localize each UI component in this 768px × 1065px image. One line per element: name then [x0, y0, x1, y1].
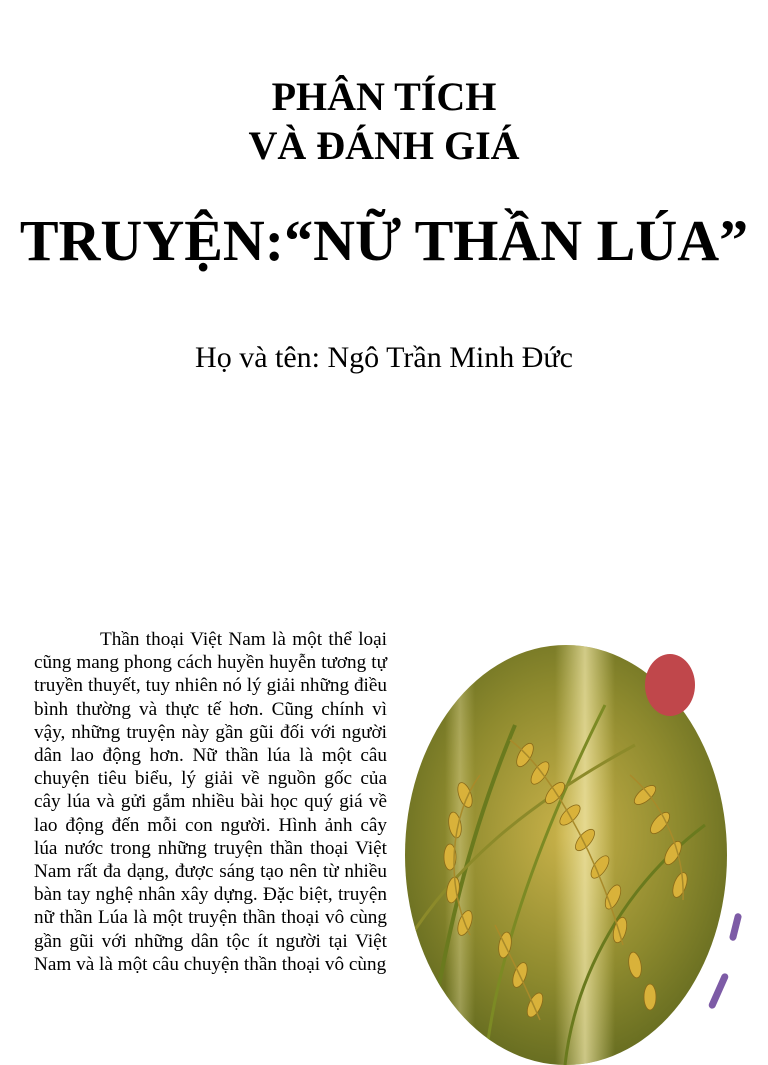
body-paragraph: Thần thoại Việt Nam là một thể loại cũng mang phong cách huyền huyễn tương tự truyền thuyết, tuy nhiên nó lý giải những điều bình thường và thực tế hơn. Cũng chính vì vậy, những truyện này gần gũi đối với người dân lao động hơn. Nữ thần lúa là một câu chuyện tiêu biểu, lý giải về nguồn gốc của cây lúa và gửi gắm nhiều bài học quý giá về lao động đến mỗi con người. Hình ảnh cây lúa nước trong những truyện thần thoại Việt Nam rất đa dạng, được sáng tạo nên từ nhiều bàn tay nghệ nhân xây dựng. Đặc biệt, truyện nữ thần Lúa là một truyện thần thoại vô cùng gần gũi với những dân tộc ít người tại Việt Nam và là một câu chuyện thần thoại vô cùng [34, 629, 387, 975]
title-line-2: VÀ ĐÁNH GIÁ [248, 123, 520, 168]
main-title: TRUYỆN:“NỮ THẦN LÚA” [19, 208, 749, 273]
purple-dash-decoration [729, 913, 743, 942]
red-circle-decoration [645, 654, 695, 716]
author-line: Họ và tên: Ngô Trần Minh Đức [195, 341, 573, 374]
title-line-1: PHÂN TÍCH [271, 74, 497, 119]
